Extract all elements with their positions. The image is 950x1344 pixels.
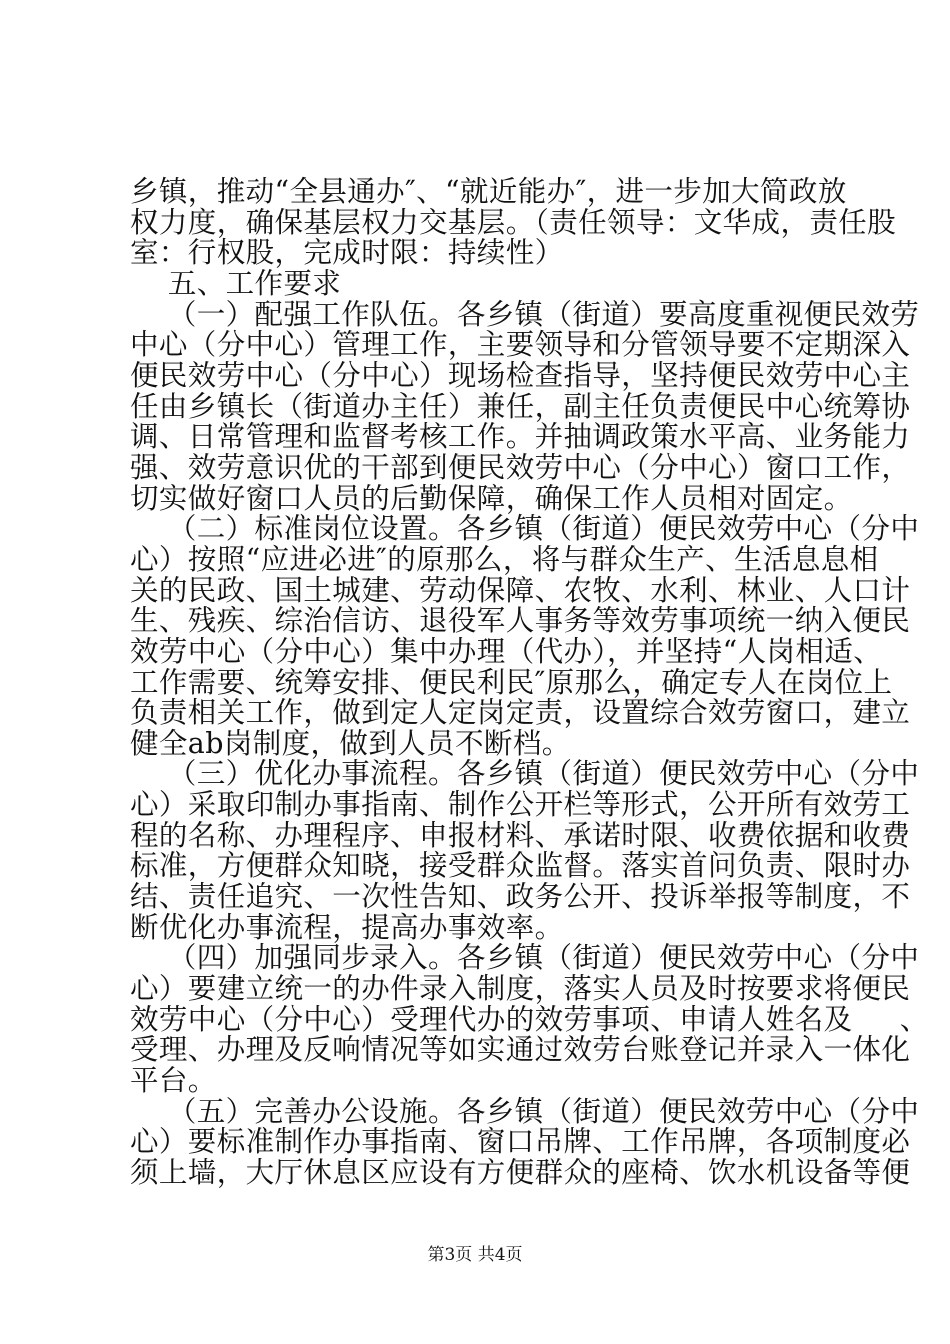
body-text-line: 乡镇，推动“全县通办″、“就近能办″，进一步加大简政放 — [130, 175, 847, 208]
body-text-line: （三）优化办事流程。各乡镇（街道）便民效劳中心（分中 — [130, 757, 920, 790]
body-text-line: （一）配强工作队伍。各乡镇（街道）要高度重视便民效劳 — [130, 298, 920, 331]
body-text-line: 心）采取印制办事指南、制作公开栏等形式，公开所有效劳工 — [130, 788, 911, 821]
body-text-line: 心）按照“应进必进″的原那么，将与群众生产、生活息息相 — [130, 543, 879, 576]
body-text-line: 切实做好窗口人员的后勤保障，确保工作人员相对固定。 — [130, 482, 853, 515]
body-text-line: 标准，方便群众知晓，接受群众监督。落实首问负责、限时办 — [130, 849, 911, 882]
body-text-line: （四）加强同步录入。各乡镇（街道）便民效劳中心（分中 — [130, 941, 920, 974]
body-text-line: 权力度，确保基层权力交基层。（责任领导：文华成，责任股 — [130, 206, 897, 239]
body-text-line: 须上墙，大厅休息区应设有方便群众的座椅、饮水机设备等便 — [130, 1156, 911, 1189]
body-text-line: 任由乡镇长（街道办主任）兼任，副主任负责便民中心统筹协 — [130, 390, 911, 423]
body-text-line: 结、责任追究、一次性告知、政务公开、投诉举报等制度，不 — [130, 880, 911, 913]
body-text-line: 工作需要、统筹安排、便民利民″原那么，确定专人在岗位上 — [130, 666, 893, 699]
body-text-line: 断优化办事流程，提高办事效率。 — [130, 911, 564, 944]
body-text-line: 生、残疾、综治信访、退役军人事务等效劳事项统一纳入便民 — [130, 604, 911, 637]
body-text-line: 受理、办理及反响情况等如实通过效劳台账登记并录入一体化 — [130, 1033, 911, 1066]
body-text-line: 便民效劳中心（分中心）现场检查指导，坚持便民效劳中心主 — [130, 359, 911, 392]
body-text-line: 健全ab岗制度，做到人员不断档。 — [130, 727, 571, 760]
section-heading: 五、工作要求 — [130, 267, 342, 300]
body-text-line: 室：行权股，完成时限：持续性） — [130, 236, 564, 269]
page-footer: 第3页 共4页 — [427, 1245, 523, 1265]
body-text-line: 调、日常管理和监督考核工作。并抽调政策水平高、业务能力 — [130, 420, 911, 453]
body-text-line: 负责相关工作，做到定人定岗定责，设置综合效劳窗口，建立 — [130, 696, 911, 729]
body-text-line: 强、效劳意识优的干部到便民效劳中心（分中心）窗口工作， — [130, 451, 911, 484]
body-text-line: 中心（分中心）管理工作，主要领导和分管领导要不定期深入 — [130, 328, 911, 361]
body-text-line: 平台。 — [130, 1064, 217, 1097]
body-text-line: （五）完善办公设施。各乡镇（街道）便民效劳中心（分中 — [130, 1095, 920, 1128]
body-text-line: （二）标准岗位设置。各乡镇（街道）便民效劳中心（分中 — [130, 512, 920, 545]
body-text-line: 关的民政、国土城建、劳动保障、农牧、水利、林业、人口计 — [130, 574, 911, 607]
body-text-line: 心）要建立统一的办件录入制度，落实人员及时按要求将便民 — [130, 972, 911, 1005]
body-text-line: 心）要标准制作办事指南、窗口吊牌、工作吊牌，各项制度必 — [130, 1125, 911, 1158]
body-text-line: 程的名称、办理程序、申报材料、承诺时限、收费依据和收费 — [130, 819, 911, 852]
body-text-line: 效劳中心（分中心）集中办理（代办），并坚持“人岗相适、 — [130, 635, 883, 668]
body-text-line: 效劳中心（分中心）受理代办的效劳事项、申请人姓名及 、 — [130, 1003, 929, 1036]
